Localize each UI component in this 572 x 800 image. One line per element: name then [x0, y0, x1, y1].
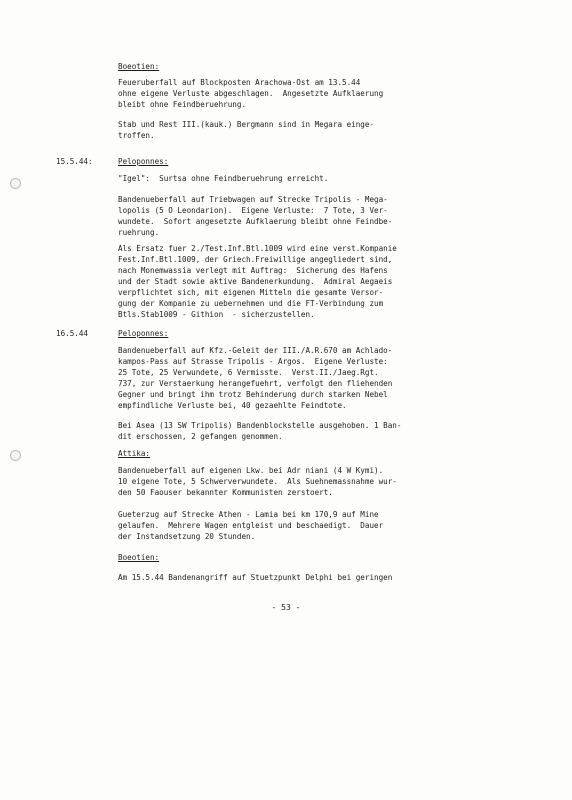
paragraph-line: Fest.Inf.Btl.1009, der Griech.Freiwillige angegliedert sind,	[118, 255, 393, 264]
paragraph-line: dit erschossen, 2 gefangen genommen.	[118, 432, 283, 441]
paragraph-line: Bei Asea (13 SW Tripolis) Bandenblockstelle ausgehoben. 1 Ban-	[118, 421, 402, 430]
section-heading: Peloponnes:	[118, 329, 169, 338]
entry-date: 15.5.44:	[56, 157, 93, 166]
paragraph-line: Am 15.5.44 Bandenangriff auf Stuetzpunkt Delphi bei geringen	[118, 573, 393, 582]
paragraph-line: Feueruberfall auf Blockposten Arachowa-Ost am 13.5.44	[118, 78, 361, 87]
paragraph-line: Bandenueberfall auf Triebwagen auf Strecke Tripolis - Mega-	[118, 195, 388, 204]
entry-date: 16.5.44	[56, 329, 89, 338]
punch-hole	[10, 450, 21, 461]
paragraph-line: Bandenueberfall auf Kfz.-Geleit der III./A.R.670 am Achlado-	[118, 346, 393, 355]
section-heading: Boeotien:	[118, 553, 160, 562]
paragraph-line: der Instandsetzung 20 Stunden.	[118, 532, 256, 541]
section-heading: Boeotien:	[118, 62, 160, 71]
paragraph-line: Gegner und bringt ihm trotz Behinderung durch starken Nebel	[118, 390, 388, 399]
paragraph-line: empfindliche Verluste bei, 40 gezaehlte Feindtote.	[118, 401, 347, 410]
paragraph-line: ruehrung.	[118, 228, 160, 237]
paragraph-line: den 50 Faouser bekannter Kommunisten zerstoert.	[118, 488, 333, 497]
paragraph-line: nach Monemwassia verlegt mit Auftrag: Sicherung des Hafens	[118, 266, 388, 275]
paragraph-line: "Igel": Surtsa ohne Feindberuehrung erreicht.	[118, 174, 329, 183]
section-heading: Peloponnes:	[118, 157, 169, 166]
paragraph-line: bleibt ohne Feindberuehrung.	[118, 100, 247, 109]
paragraph-line: gelaufen. Mehrere Wagen entgleist und beschaedigt. Dauer	[118, 521, 384, 530]
paragraph-line: gung der Kompanie zu uebernehmen und die FT-Verbindung zum	[118, 299, 384, 308]
paragraph-line: Btls.Stab1009 - Githion - sicherzustellen.	[118, 310, 315, 319]
paragraph-line: Gueterzug auf Strecke Athen - Lamia bei km 170,9 auf Mine	[118, 510, 379, 519]
paragraph-line: 737, zur Verstaerkung herangefuehrt, verfolgt den fliehenden	[118, 379, 393, 388]
paragraph-line: lopolis (5 O Leondarion). Eigene Verluste: 7 Tote, 3 Ver-	[118, 206, 388, 215]
paragraph-line: ohne eigene Verluste abgeschlagen. Angesetzte Aufklaerung	[118, 89, 384, 98]
paragraph-line: 25 Tote, 25 Verwundete, 6 Vermisste. Verst.II./Jaeg.Rgt.	[118, 368, 379, 377]
paragraph-line: troffen.	[118, 131, 155, 140]
paragraph-line: Als Ersatz fuer 2./Test.Inf.Btl.1009 wird eine verst.Kompanie	[118, 244, 397, 253]
paragraph-line: verpflichtet sich, mit eigenen Mitteln die gesamte Versor-	[118, 288, 384, 297]
section-heading: Attika:	[118, 449, 151, 458]
paragraph-line: und der Stadt sowie aktive Bandenerkundung. Admiral Aegaeis	[118, 277, 393, 286]
punch-hole	[10, 178, 21, 189]
paragraph-line: wundete. Sofort angesetzte Aufklaerung bleibt ohne Feindbe-	[118, 217, 393, 226]
paragraph-line: Bandenueberfall auf eigenen Lkw. bei Adr niani (4 W Kymi).	[118, 466, 384, 475]
page-number: - 53 -	[271, 603, 301, 612]
paragraph-line: 10 eigene Tote, 5 Schwerverwundete. Als Suehnemassnahme wur-	[118, 477, 397, 486]
paragraph-line: kampos-Pass auf Strasse Tripolis - Argos. Eigene Verluste:	[118, 357, 388, 366]
paragraph-line: Stab und Rest III.(kauk.) Bergmann sind in Megara einge-	[118, 120, 375, 129]
